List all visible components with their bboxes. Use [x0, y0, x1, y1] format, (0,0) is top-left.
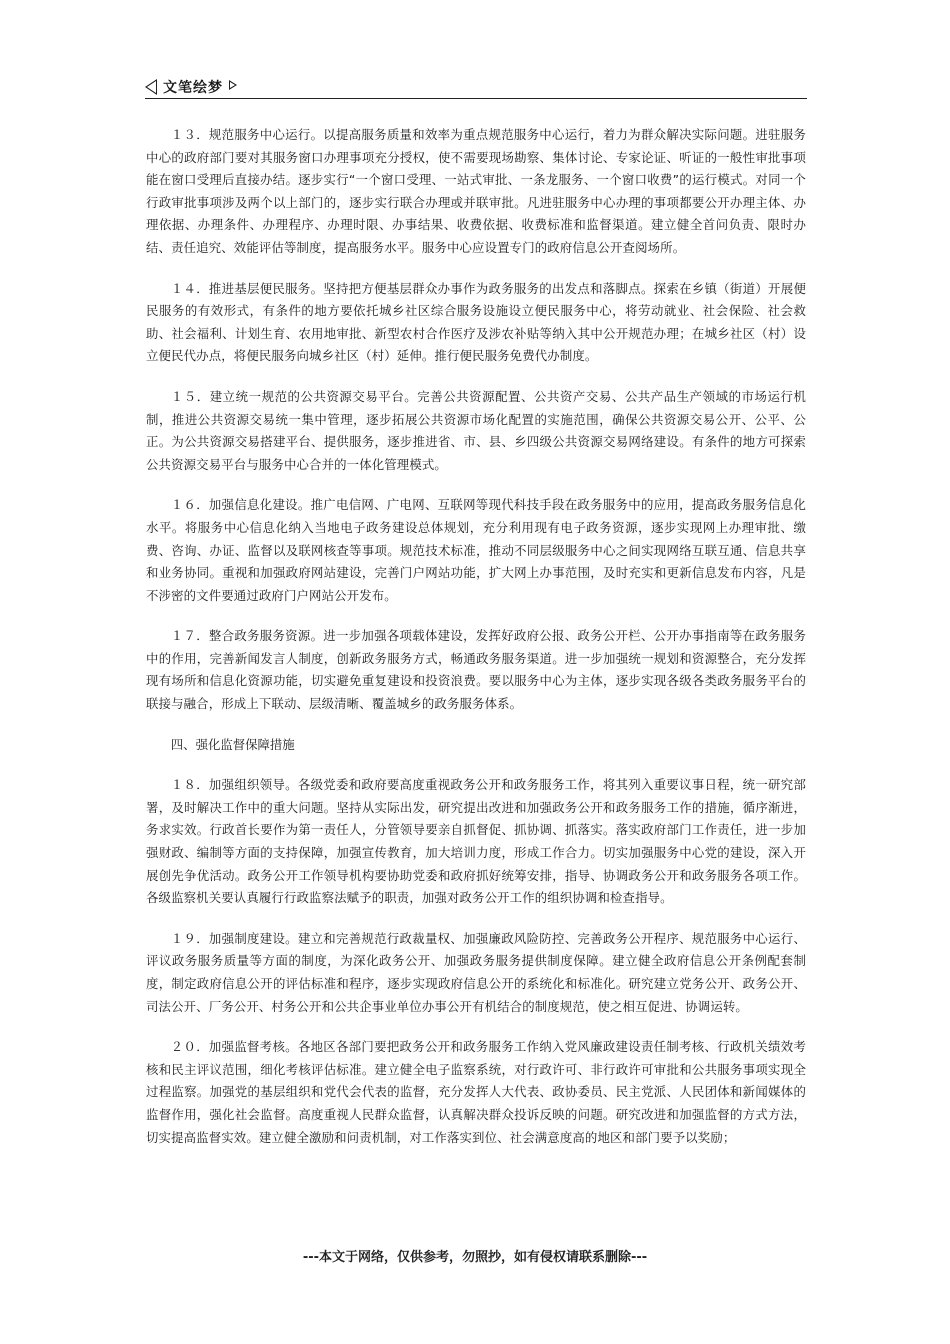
paragraph-14: １４．推进基层便民服务。坚持把方便基层群众办事作为政务服务的出发点和落脚点。探索在乡镇（街道）开展便民服务的有效形式，有条件的地方要依托城乡社区综合服务设施设立便民服务中心，将劳动就业、社会保险、社会救助、社会福利、计划生育、农用地审批、新型农村合作医疗及涉农补贴等纳入其中公开规范办理；在城乡社区（村）设立便民代办点，将便民服务向城乡社区（村）延伸。推行便民服务免费代办制度。 — [146, 280, 806, 364]
document-body — [146, 124, 806, 1167]
paragraph-18: １８．加强组织领导。各级党委和政府要高度重视政务公开和政务服务工作，将其列入重要议事日程，统一研究部署，及时解决工作中的重大问题。坚持从实际出发，研究提出改进和加强政务公开和政务服务工作的措施，循序渐进，务求实效。行政首长要作为第一责任人，分管领导要亲自抓督促、抓协调、抓落实。落实政府部门工作责任，进一步加强财政、编制等方面的支持保障，加强宣传教育，加大培训力度，形成工作合力。切实加强服务中心党的建设，深入开展创先争优活动。政务公开工作领导机构要协助党委和政府抓好统筹安排，指导、协调政务公开和政务服务各项工作。各级监察机关要认真履行行政监察法赋予的职责，加强对政务公开工作的组织协调和检查指导。 — [146, 777, 806, 906]
footer-notice: ---本文于网络，仅供参考，勿照抄，如有侵权请联系删除--- — [302, 1250, 648, 1265]
page-header — [145, 76, 807, 99]
paragraph-19: １９．加强制度建设。建立和完善规范行政裁量权、加强廉政风险防控、完善政务公开程序、规范服务中心运行、评议政务服务质量等方面的制度，为深化政务公开、加强政务服务提供制度保障。建立健全政府信息公开条例配套制度，制定政府信息公开的评估标准和程序，逐步实现政府信息公开的系统化和标准化。研究建立党务公开、政务公开、司法公开、厂务公开、村务公开和公共企事业单位办事公开有机结合的制度规范，使之相互促进、协调运转。 — [146, 930, 806, 1014]
paragraph-13: １３．规范服务中心运行。以提高服务质量和效率为重点规范服务中心运行，着力为群众解决实际问题。进驻服务中心的政府部门要对其服务窗口办理事项充分授权，使不需要现场勘察、集体讨论、专家论证、听证的一般性审批事项能在窗口受理后直接办结。逐步实行“一个窗口受理、一站式审批、一条龙服务、一个窗口收费”的运行模式。对同一个行政审批事项涉及两个以上部门的，逐步实行联合办理或并联审批。凡进驻服务中心办理的事项都要公开办理主体、办理依据、办理条件、办理程序、办理时限、办事结果、收费依据、收费标准和监督渠道。建立健全首问负责、限时办结、责任追究、效能评估等制度，提高服务水平。服务中心应设置专门的政府信息公开查阅场所。 — [146, 127, 806, 255]
right-triangle-icon — [229, 80, 237, 90]
paragraph-16: １６．加强信息化建设。推广电信网、广电网、互联网等现代科技手段在政务服务中的应用，提高政务服务信息化水平。将服务中心信息化纳入当地电子政务建设总体规划，充分利用现有电子政务资源，逐步实现网上办理审批、缴费、咨询、办证、监督以及联网核查等事项。规范技术标准，推动不同层级服务中心之间实现网络互联互通、信息共享和业务协同。重视和加强政府网站建设，完善门户网站功能，扩大网上办事范围，及时充实和更新信息发布内容，凡是不涉密的文件要通过政府门户网站公开发布。 — [146, 497, 806, 603]
brand-title: 文笔绘梦 — [163, 80, 223, 96]
paragraph-20: ２０．加强监督考核。各地区各部门要把政务公开和政务服务工作纳入党风廉政建设责任制考核、行政机关绩效考核和民主评议范围，细化考核评估标准。建立健全电子监察系统，对行政许可、非行政许可审批和公共服务事项实现全过程监察。加强党的基层组织和党代会代表的监督，充分发挥人大代表、政协委员、民主党派、人民团体和新闻媒体的监督作用，强化社会监督。高度重视人民群众监督，认真解决群众投诉反映的问题。研究改进和加强监督的方式方法，切实提高监督实效。建立健全激励和问责机制，对工作落实到位、社会满意度高的地区和部门要予以奖励； — [146, 1039, 806, 1145]
left-triangle-icon — [145, 79, 157, 95]
section-heading: 四、强化监督保障措施 — [170, 736, 295, 752]
paragraph-17: １７．整合政务服务资源。进一步加强各项载体建设，发挥好政府公报、政务公开栏、公开办事指南等在政务服务中的作用，完善新闻发言人制度，创新政务服务方式，畅通政务服务渠道。进一步加强统一规划和资源整合，充分发挥现有场所和信息化资源功能，切实避免重复建设和投资浪费。要以服务中心为主体，逐步实现各级各类政务服务平台的联接与融合，形成上下联动、层级清晰、覆盖城乡的政务服务体系。 — [146, 628, 806, 712]
paragraph-15: １５．建立统一规范的公共资源交易平台。完善公共资源配置、公共资产交易、公共产品生产领域的市场运行机制，推进公共资源交易统一集中管理，逐步拓展公共资源市场化配置的实施范围，确保公共资源交易公开、公平、公正。为公共资源交易搭建平台、提供服务，逐步推进省、市、县、乡四级公共资源交易网络建设。有条件的地方可探索公共资源交易平台与服务中心合并的一体化管理模式。 — [146, 388, 806, 472]
